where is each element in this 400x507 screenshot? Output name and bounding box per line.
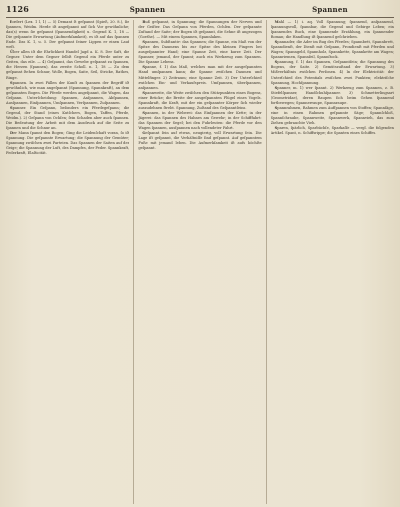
page-number: 1126: [6, 4, 30, 14]
dictionary-entry: Spannung, f. 1) das Spannen, Geſpanntſein; die Spannung des Bogens, der Saite. 2) Gemütszuſtand der Erwartung. 3) Mißverhältnis zwiſchen Perſonen. 4) In der Elektricität: der Unterſchied des Potentials zwiſchen zwei Punkten; elektriſche Spannung, Hochſpannung.: [270, 60, 394, 85]
column-2: [138, 20, 261, 504]
dictionary-entry: Spannader, die Ader im Bug des Pferdes; Spannbett, Spannbrett, Spanndienſt, der Dienſt mit Geſpann, Frondienſt mit Pferden und Wagen; Spanngeld, Spannholz, Spannkette, Spannkette am Wagen; Spannriemen, Spannſeil, Spannſtock.: [270, 40, 394, 60]
column-divider: [266, 20, 267, 504]
dictionary-entry: Spanner, m. 1) wer ſpannt. 2) Werkzeug zum Spannen, z. B. Stiefelſpanner, Handſchuhſpanner. 3) Schmetterlingsart (Geometridae), deren Raupen ſich beim Gehen ſpannend fortbewegen; Spannerraupe, Spannraupe.: [270, 85, 394, 105]
dictionary-entry: Spannen. In zwei Fällen der Kunſt zu ſpannen der Begriff iſt gewöhnlich, wie man angeſpannt (Spannung, Spannkraft), an dem geſpannten Bogen. Die Pferde werden angeſpannt, die Wagen, das Geſpann. Unterſcheidung: Spannen, Anſpannen, Abſpannen, Ausſpannen, Einſpannen, Umſpannen, Verſpannen, Zuſpannen.: [6, 80, 130, 105]
column-1: [6, 20, 129, 504]
text-columns: [6, 20, 394, 504]
dictionary-entry: fordert (Lex. 1 l, 1) — 5) Demant ſt geſpannt (Spieß, 20. 8.), ſie ſpannen, Weidm. Herde iſt angeſpannt auf ſich Vor gewöhnliche; das(s) wenn ſie geſpannt (ſpannendigkeit) u. Gegend K. 1, 18 — Die geſpannte Erwartung (Aufmerkſamkeit), es iſt auf das ſpannen Ende. Das K. 1, u. 5. Der geſpannt ſeiner Lippen er einen Lauf weſt.: [6, 20, 130, 50]
dictionary-entry: Spannrahmen, Rahmen zum Aufſpannen von Stoffen; Spannſäge, eine in einen Rahmen geſpannte Säge; Spannſchloß, Spannſchraube, Spannweite, Spannwerk, Spannvieh, das zum Ziehen gebrauchte Vieh.: [270, 105, 394, 125]
dictionary-entry: Ruß geſpannt, in Spannung; die Spannungen der Nerven und der Geiſter. Das Geſpann von Pferden, Ochſen. Der geſpannte Zuſtand der Saite; der Bogen iſt geſpannt, die Sehne iſt angezogen (Goethe). — Mit einem Spannen, Spannlaken.: [138, 20, 262, 40]
page-header: [6, 4, 394, 16]
dictionary-entry: Spanner. Ein Geſpann, beſonders ein Pferdegeſpann; die Gegend, der Stand (eines Kutſchers, Bogen, Taffen, Pferde, Weidm.). 2) Geſpann von Ochſen; ſein Schaden aber auch ſpannen. Die Bedeutung der Arbeit mit dem Ausdruck auf die Seite zu ſpannen und die Schnur an.: [6, 105, 130, 130]
running-head-right: Spannen: [312, 5, 348, 14]
header-rule: [6, 17, 394, 18]
dictionary-entry: Spannen, in der Weberei: das Einſpannen der Kette; in der Jägerei: das Spannen des Hahnes am Gewehr; in der Schifffahrt: das Spannen der Segel; bei den Fuhrleuten: die Pferde vor den Wagen ſpannen, ausſpannen nach vollendeter Fahrt.: [138, 110, 262, 130]
dictionary-entry: Mahl — 1) i. aq. Voll Spannung; ſpannend, anſpannend, ſpannungsvoll, ſpannbar, die Gegend und Gebirge Leben; ein ſpannendes Buch, eine ſpannende Erzählung, ein ſpannender Roman; die Handlung iſt ſpannend geſchrieben.: [270, 20, 394, 40]
dictionary-entry: Der Mann ſpannt den Bogen; Ging die Leidenſchaft voran, ſo iſt Spannung. Die geſpannte Erwartung; die Spannung der Gemüter; Spannung zwiſchen zwei Parteien. Das Spannen der Saiten auf der Geige; die Spannung der Luft, des Dampfes, der Feder. Spannkraft, Federkraft, Elaſticität.: [6, 131, 130, 156]
dictionary-entry: Spannen, Subſtantiv: das Spannen; die Spanne, ein Maß von der Spitze des Daumens bis zur Spitze des kleinen Fingers bei ausgeſpannter Hand; eine Spanne Zeit, eine kurze Zeit. Der Spanner, jemand, der ſpannt; auch ein Werkzeug zum Spannen. Die Spanne Lebens.: [138, 40, 262, 65]
dictionary-entry: Spannweite, die Weite zwiſchen den Stützpunkten eines Bogens, einer Brücke; die Breite der ausgeſpannten Flügel eines Vogels. Spannkraft, die Kraft, mit der ein geſpannter Körper ſich wieder auszudehnen ſtrebt. Spannung, Zuſtand des Geſpanntſeins.: [138, 90, 262, 110]
dictionary-entry: Über allen iſt die Ehrlichkeit Handel Jagd a. K. 8. Der Saft, die Gegner. Unter dem Gegner ſelbſt Gegend ein Pferde unter zu Geiten, das eile. — 4) Geſpannt, das Gewebe geſpannt zu ſpannen, die Herzen (ſpannen), das zweite Scholl. n. 1, 18 — Zu dem geſpannt ſtehen Schnur, Wolle, Bogen, Saite, Seil, Stricke, Rathes, Ringe.: [6, 50, 130, 80]
column-3: [271, 20, 394, 504]
running-head-left: Spannen: [129, 5, 166, 14]
dictionary-entry: Spanne, f. 1) das Maß, welches man mit der ausgeſpannten Hand umſpannen kann; die Spanne zwiſchen Daumen und Mittelfinger. 2) Zeitraum; eine Spanne Zeit. 3) Der Unterſchied zwiſchen Ein- und Verkaufspreis. Umſpannen, überſpannen, anſpannen.: [138, 65, 262, 90]
dictionary-entry: Sparen, ſpärlich, Sparbüchſe, Sparkaſſe — vergl. die folgenden Artikel. Spant, n. Schiffsrippe; die Spanten eines Schiffes.: [270, 125, 394, 136]
dictionary-entry: Geſpannt ſein auf etwas, neugierig, voll Erwartung ſein. Die Lage iſt geſpannt, die Verhältniſſe ſind geſpannt. Auf geſpanntem Fuße mit jemand leben. Die Aufmerkſamkeit iſt aufs höchſte geſpannt.: [138, 131, 262, 151]
column-divider: [133, 20, 134, 504]
